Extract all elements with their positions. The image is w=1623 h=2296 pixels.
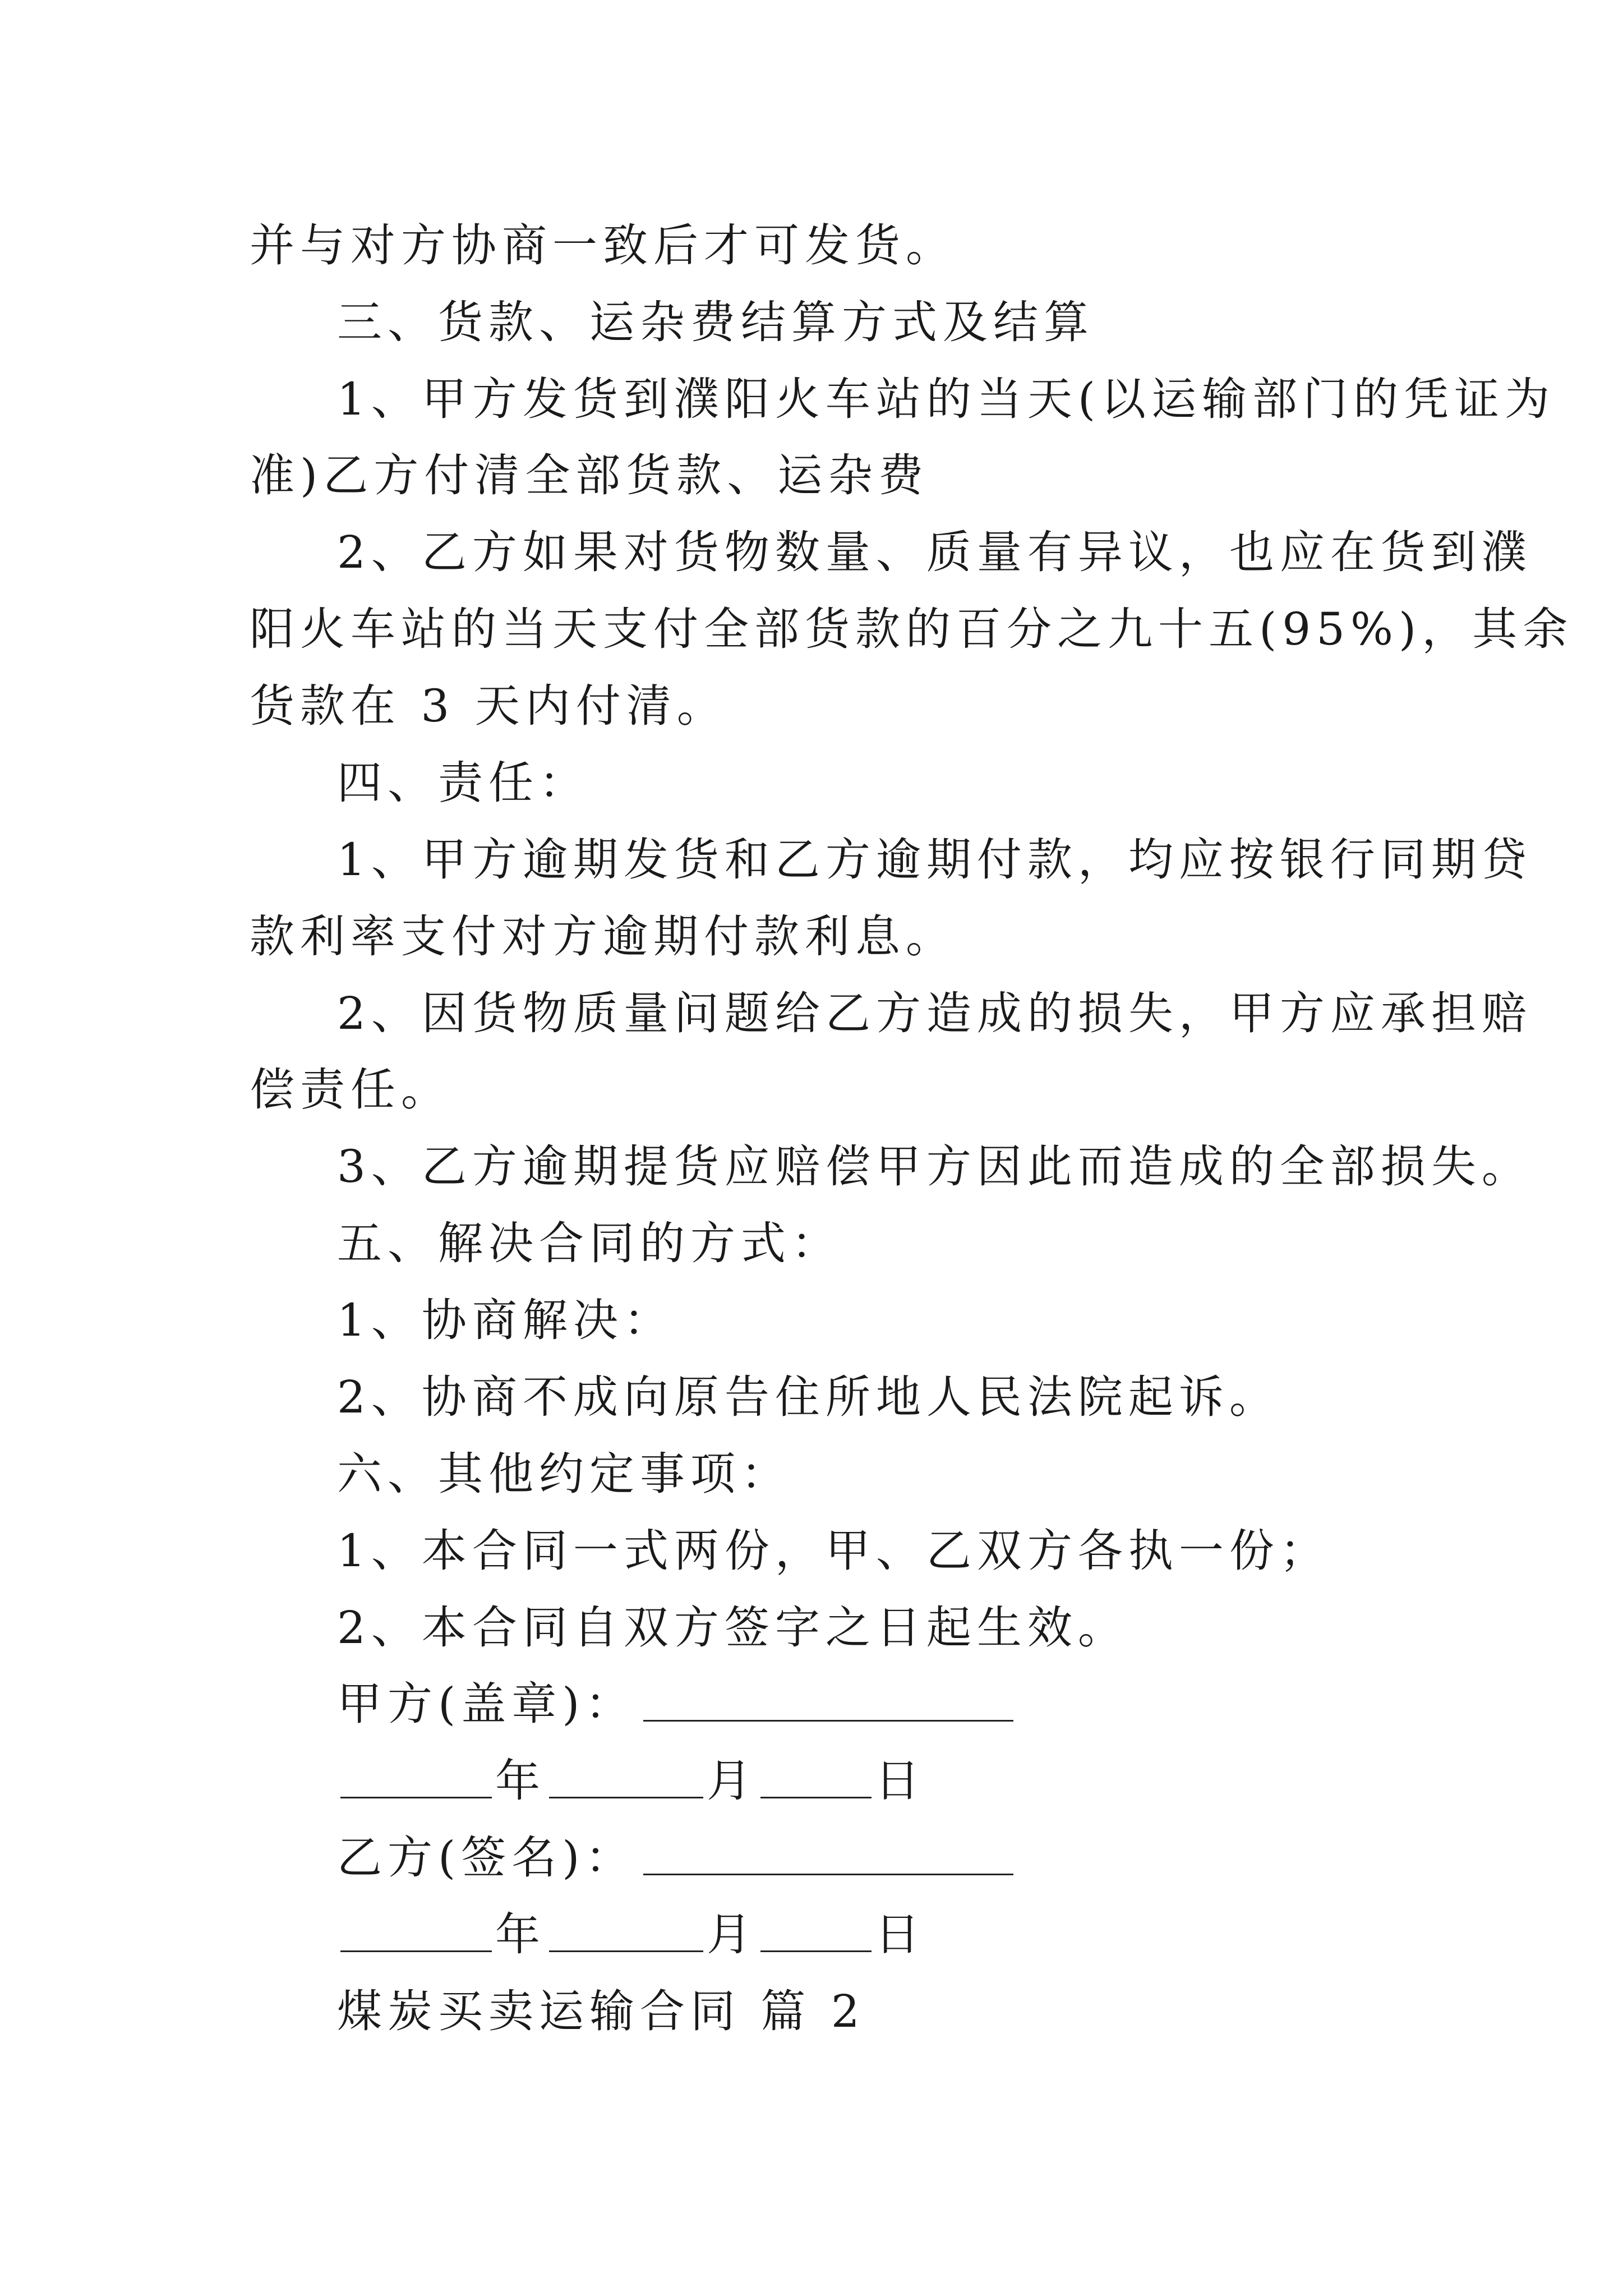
next-section-title: 煤炭买卖运输合同 篇 2	[337, 1985, 865, 2037]
month-label: 月	[707, 1755, 757, 1807]
year-blank	[340, 1907, 492, 1952]
paragraph-line: 1、甲方发货到濮阳火车站的当天(以运输部门的凭证为	[337, 373, 1556, 425]
month-label: 月	[707, 1908, 757, 1961]
paragraph-line: 准)乙方付清全部货款、运杂费	[250, 449, 929, 501]
year-blank	[340, 1753, 492, 1798]
paragraph-line: 货款在 3 天内付清。	[250, 680, 727, 732]
paragraph-line: 阳火车站的当天支付全部货款的百分之九十五(95%)，其余	[250, 603, 1574, 655]
party-a-label: 甲方(盖章)：	[337, 1678, 636, 1730]
day-blank	[760, 1753, 872, 1798]
section-heading: 五、解决合同的方式：	[337, 1217, 842, 1269]
paragraph-line: 2、协商不成向原告住所地人民法院起诉。	[337, 1371, 1280, 1423]
paragraph-line: 2、乙方如果对货物数量、质量有异议，也应在货到濮	[337, 526, 1532, 578]
day-label: 日	[875, 1755, 925, 1807]
month-blank	[549, 1753, 703, 1798]
year-label: 年	[495, 1755, 546, 1807]
paragraph-line: 1、甲方逾期发货和乙方逾期付款，均应按银行同期贷	[337, 834, 1532, 886]
section-heading: 四、责任：	[337, 757, 589, 809]
paragraph-line: 1、本合同一式两份，甲、乙双方各执一份；	[337, 1525, 1330, 1577]
party-a-signature-line	[337, 1676, 1017, 1732]
party-b-date-line	[337, 1907, 925, 1963]
year-label: 年	[495, 1908, 546, 1961]
party-b-label: 乙方(签名)：	[337, 1832, 636, 1884]
day-blank	[760, 1907, 872, 1952]
day-label: 日	[875, 1908, 925, 1961]
section-heading: 三、货款、运杂费结算方式及结算	[337, 296, 1094, 348]
month-blank	[549, 1907, 703, 1952]
paragraph-line: 并与对方协商一致后才可发货。	[250, 219, 956, 272]
party-a-date-line	[337, 1753, 925, 1809]
section-heading: 六、其他约定事项：	[337, 1448, 791, 1500]
paragraph-line: 2、因货物质量问题给乙方造成的损失，甲方应承担赔	[337, 987, 1532, 1039]
paragraph-line: 1、协商解决：	[337, 1294, 674, 1346]
party-b-signature-line	[337, 1830, 1017, 1886]
paragraph-line: 2、本合同自双方签字之日起生效。	[337, 1602, 1128, 1654]
party-b-signature-blank	[643, 1830, 1013, 1875]
paragraph-line: 款利率支付对方逾期付款利息。	[250, 910, 956, 963]
paragraph-line: 3、乙方逾期提货应赔偿甲方因此而造成的全部损失。	[337, 1140, 1532, 1193]
party-a-signature-blank	[643, 1676, 1013, 1722]
paragraph-line: 偿责任。	[250, 1064, 451, 1116]
